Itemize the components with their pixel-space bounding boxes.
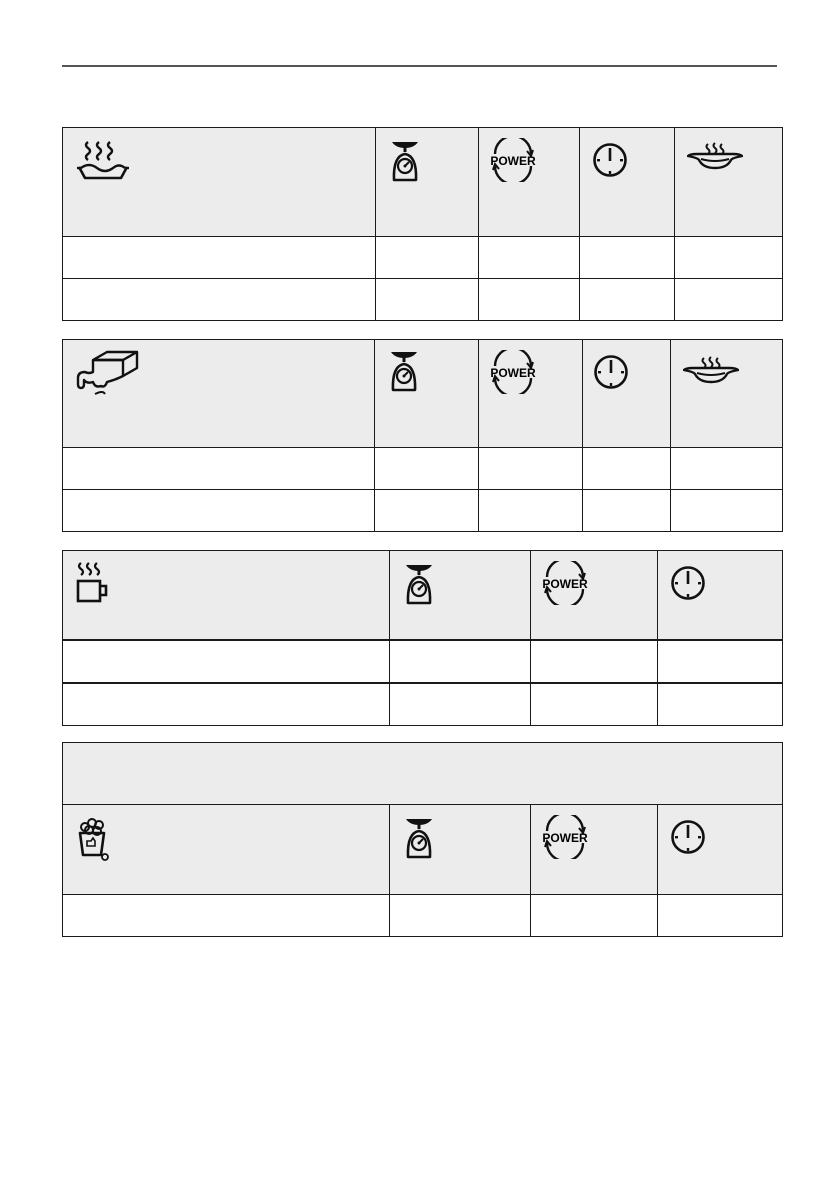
table-cell: [390, 640, 531, 683]
food-header-cell: [63, 340, 375, 448]
weight-header-cell: [376, 128, 479, 237]
food-header-cell: [63, 128, 376, 237]
table-row: [63, 237, 783, 279]
popcorn-icon: [77, 817, 117, 863]
table-cell: [375, 448, 479, 490]
power-label: POWER: [490, 366, 536, 380]
table-cell: [675, 279, 783, 321]
food-header-cell: [63, 551, 390, 640]
table-cell: [63, 640, 390, 683]
table-cell: [63, 895, 390, 937]
weight-header-cell: [390, 805, 531, 895]
power-level-icon: [489, 350, 537, 394]
program-table-dish: [62, 127, 783, 321]
table-row: [63, 895, 783, 937]
table-row: [63, 279, 783, 321]
kitchen-scale-icon: [404, 563, 434, 605]
table-cell: [63, 490, 375, 532]
clock-icon: [670, 819, 706, 855]
table-row: [63, 683, 783, 726]
clock-icon: [592, 142, 628, 178]
weight-header-cell: [375, 340, 479, 448]
time-header-cell: [658, 551, 783, 640]
table-cell: [583, 490, 671, 532]
table-cell: [531, 640, 658, 683]
table-cell: [375, 490, 479, 532]
kitchen-scale-icon: [404, 817, 434, 859]
table-cell: [63, 683, 390, 726]
power-label: POWER: [490, 154, 536, 168]
table-cell: [390, 683, 531, 726]
power-header-cell: [479, 340, 583, 448]
table-title-row: [63, 743, 783, 805]
table-cell: [658, 683, 783, 726]
time-header-cell: [583, 340, 671, 448]
table-title-cell: [63, 743, 783, 805]
header-rule: [62, 65, 777, 67]
table-cell: [531, 683, 658, 726]
table-row: [63, 640, 783, 683]
melting-butter-icon: [75, 350, 139, 400]
table-cell: [580, 237, 675, 279]
table-row: [63, 490, 783, 532]
power-header-cell: [479, 128, 580, 237]
table-cell: [658, 895, 783, 937]
table-cell: [671, 490, 783, 532]
power-level-icon: [541, 815, 589, 859]
table-cell: [479, 490, 583, 532]
clock-icon: [670, 565, 706, 601]
time-header-cell: [580, 128, 675, 237]
hot-drink-icon: [75, 561, 115, 605]
table-cell: [376, 237, 479, 279]
steaming-dish-icon: [77, 140, 137, 190]
table-cell: [479, 237, 580, 279]
power-level-icon: [489, 138, 537, 182]
table-cell: [675, 237, 783, 279]
program-table-drink: [62, 550, 783, 726]
table-cell: [580, 279, 675, 321]
table-cell: [658, 640, 783, 683]
table-cell: [479, 448, 583, 490]
power-header-cell: [531, 551, 658, 640]
power-label: POWER: [542, 577, 588, 591]
clock-icon: [593, 354, 629, 390]
power-label: POWER: [542, 831, 588, 845]
table-cell: [376, 279, 479, 321]
serving-plate-icon: [683, 356, 739, 384]
weight-header-cell: [390, 551, 531, 640]
food-header-cell: [63, 805, 390, 895]
power-level-icon: [541, 561, 589, 605]
table-cell: [583, 448, 671, 490]
table-cell: [671, 448, 783, 490]
program-table-butter: [62, 339, 783, 532]
time-header-cell: [658, 805, 783, 895]
plate-header-cell: [675, 128, 783, 237]
power-header-cell: [531, 805, 658, 895]
plate-header-cell: [671, 340, 783, 448]
table-cell: [63, 279, 376, 321]
table-cell: [63, 448, 375, 490]
serving-plate-icon: [687, 142, 743, 170]
kitchen-scale-icon: [389, 350, 419, 392]
table-cell: [390, 895, 531, 937]
table-cell: [63, 237, 376, 279]
program-table-popcorn: [62, 742, 783, 937]
table-cell: [531, 895, 658, 937]
table-row: [63, 448, 783, 490]
kitchen-scale-icon: [390, 140, 420, 182]
table-cell: [479, 279, 580, 321]
